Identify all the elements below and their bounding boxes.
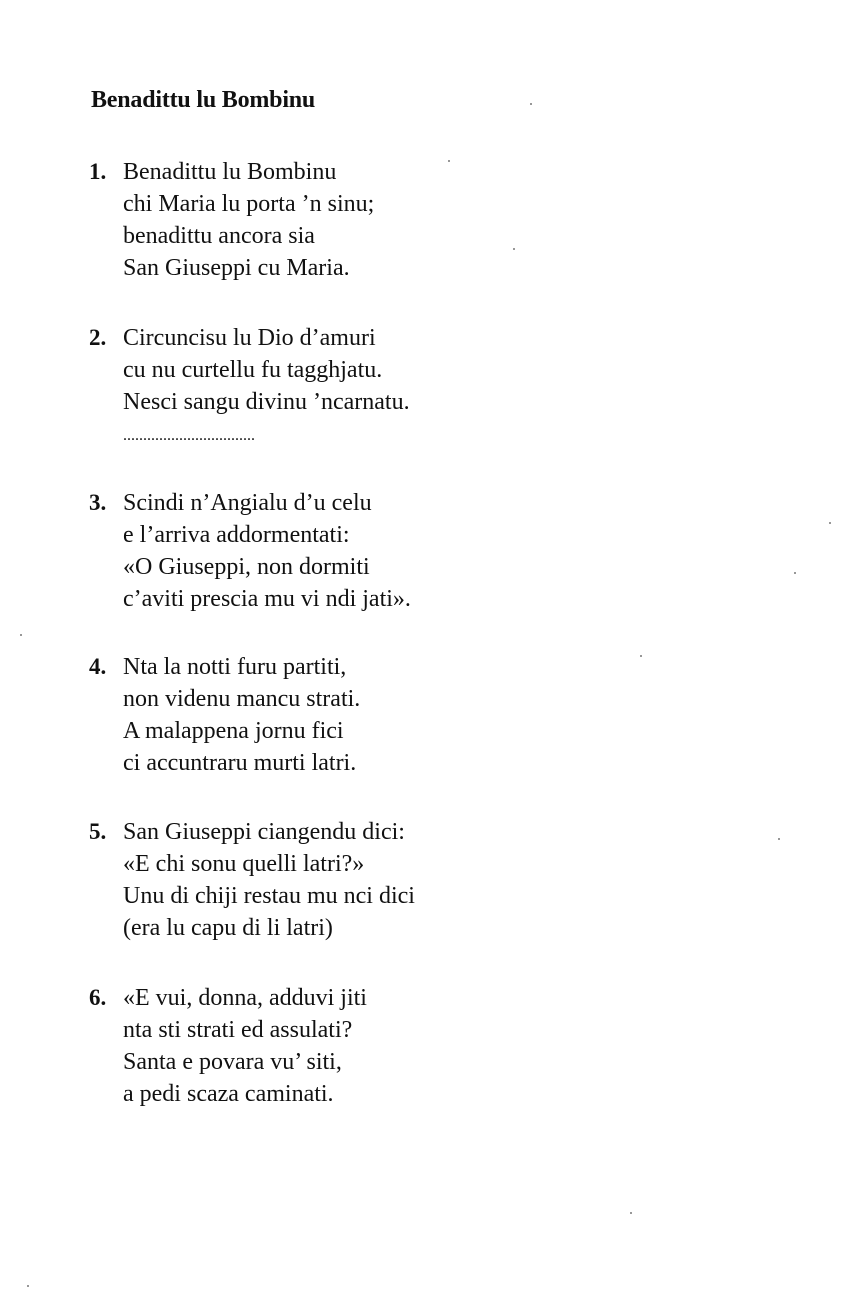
verse-line: «E vui, donna, adduvi jiti: [123, 985, 367, 1011]
verse-line: cu nu curtellu fu tagghjatu.: [123, 357, 383, 383]
scan-speck: [448, 160, 450, 162]
scan-speck: [630, 1212, 632, 1214]
stanza-lines: [123, 487, 411, 615]
verse-line: Nesci sangu divinu ’ncarnatu.: [123, 389, 410, 415]
verse-line: a pedi scaza caminati.: [123, 1081, 334, 1107]
ellipsis-line: .................................: [123, 427, 255, 444]
verse-line: San Giuseppi cu Maria.: [123, 255, 350, 281]
verse-line: (era lu capu di li latri): [123, 915, 333, 941]
verse-line: e l’arriva addormentati:: [123, 522, 350, 548]
poem-title: Benadittu lu Bombinu: [91, 87, 316, 113]
verse-line: nta sti strati ed assulati?: [123, 1017, 353, 1043]
verse-line: A malappena jornu fici: [123, 718, 344, 744]
stanza-number: 4.: [89, 654, 107, 679]
verse-line: ci accuntraru murti latri.: [123, 750, 357, 776]
stanza-number: 5.: [89, 819, 107, 844]
stanza-number: 6.: [89, 985, 107, 1010]
verse-line: benadittu ancora sia: [123, 223, 315, 249]
verse-line: «O Giuseppi, non dormiti: [123, 554, 370, 580]
stanza-number: 1.: [89, 159, 107, 184]
scan-speck: [20, 634, 22, 636]
scan-speck: [829, 522, 831, 524]
verse-line: Unu di chiji restau mu nci dici: [123, 883, 415, 909]
scan-speck: [778, 838, 780, 840]
scan-speck: [27, 1285, 29, 1287]
stanza-lines: [123, 651, 360, 779]
verse-line: Santa e povara vu’ siti,: [123, 1049, 342, 1075]
verse-line: Nta la notti furu partiti,: [123, 654, 347, 680]
scan-speck: [640, 655, 642, 657]
stanza-number: 2.: [89, 325, 107, 350]
verse-line: «E chi sonu quelli latri?»: [123, 851, 365, 877]
verse-line: Scindi n’Angialu d’u celu: [123, 490, 372, 516]
stanza-number: 3.: [89, 490, 107, 515]
verse-line: chi Maria lu porta ’n sinu;: [123, 191, 375, 217]
verse-line: Benadittu lu Bombinu: [123, 159, 337, 185]
stanza-lines: [123, 816, 415, 944]
verse-line: non videnu mancu strati.: [123, 686, 361, 712]
scan-speck: [794, 572, 796, 574]
verse-line: c’aviti prescia mu vi ndi jati».: [123, 586, 411, 612]
scan-speck: [513, 248, 515, 250]
scan-speck: [530, 103, 532, 105]
stanza-lines: [123, 982, 367, 1110]
stanza-lines: [123, 156, 374, 284]
verse-line: San Giuseppi ciangendu dici:: [123, 819, 405, 845]
stanza-lines: [123, 322, 410, 450]
verse-line: Circuncisu lu Dio d’amuri: [123, 325, 376, 351]
